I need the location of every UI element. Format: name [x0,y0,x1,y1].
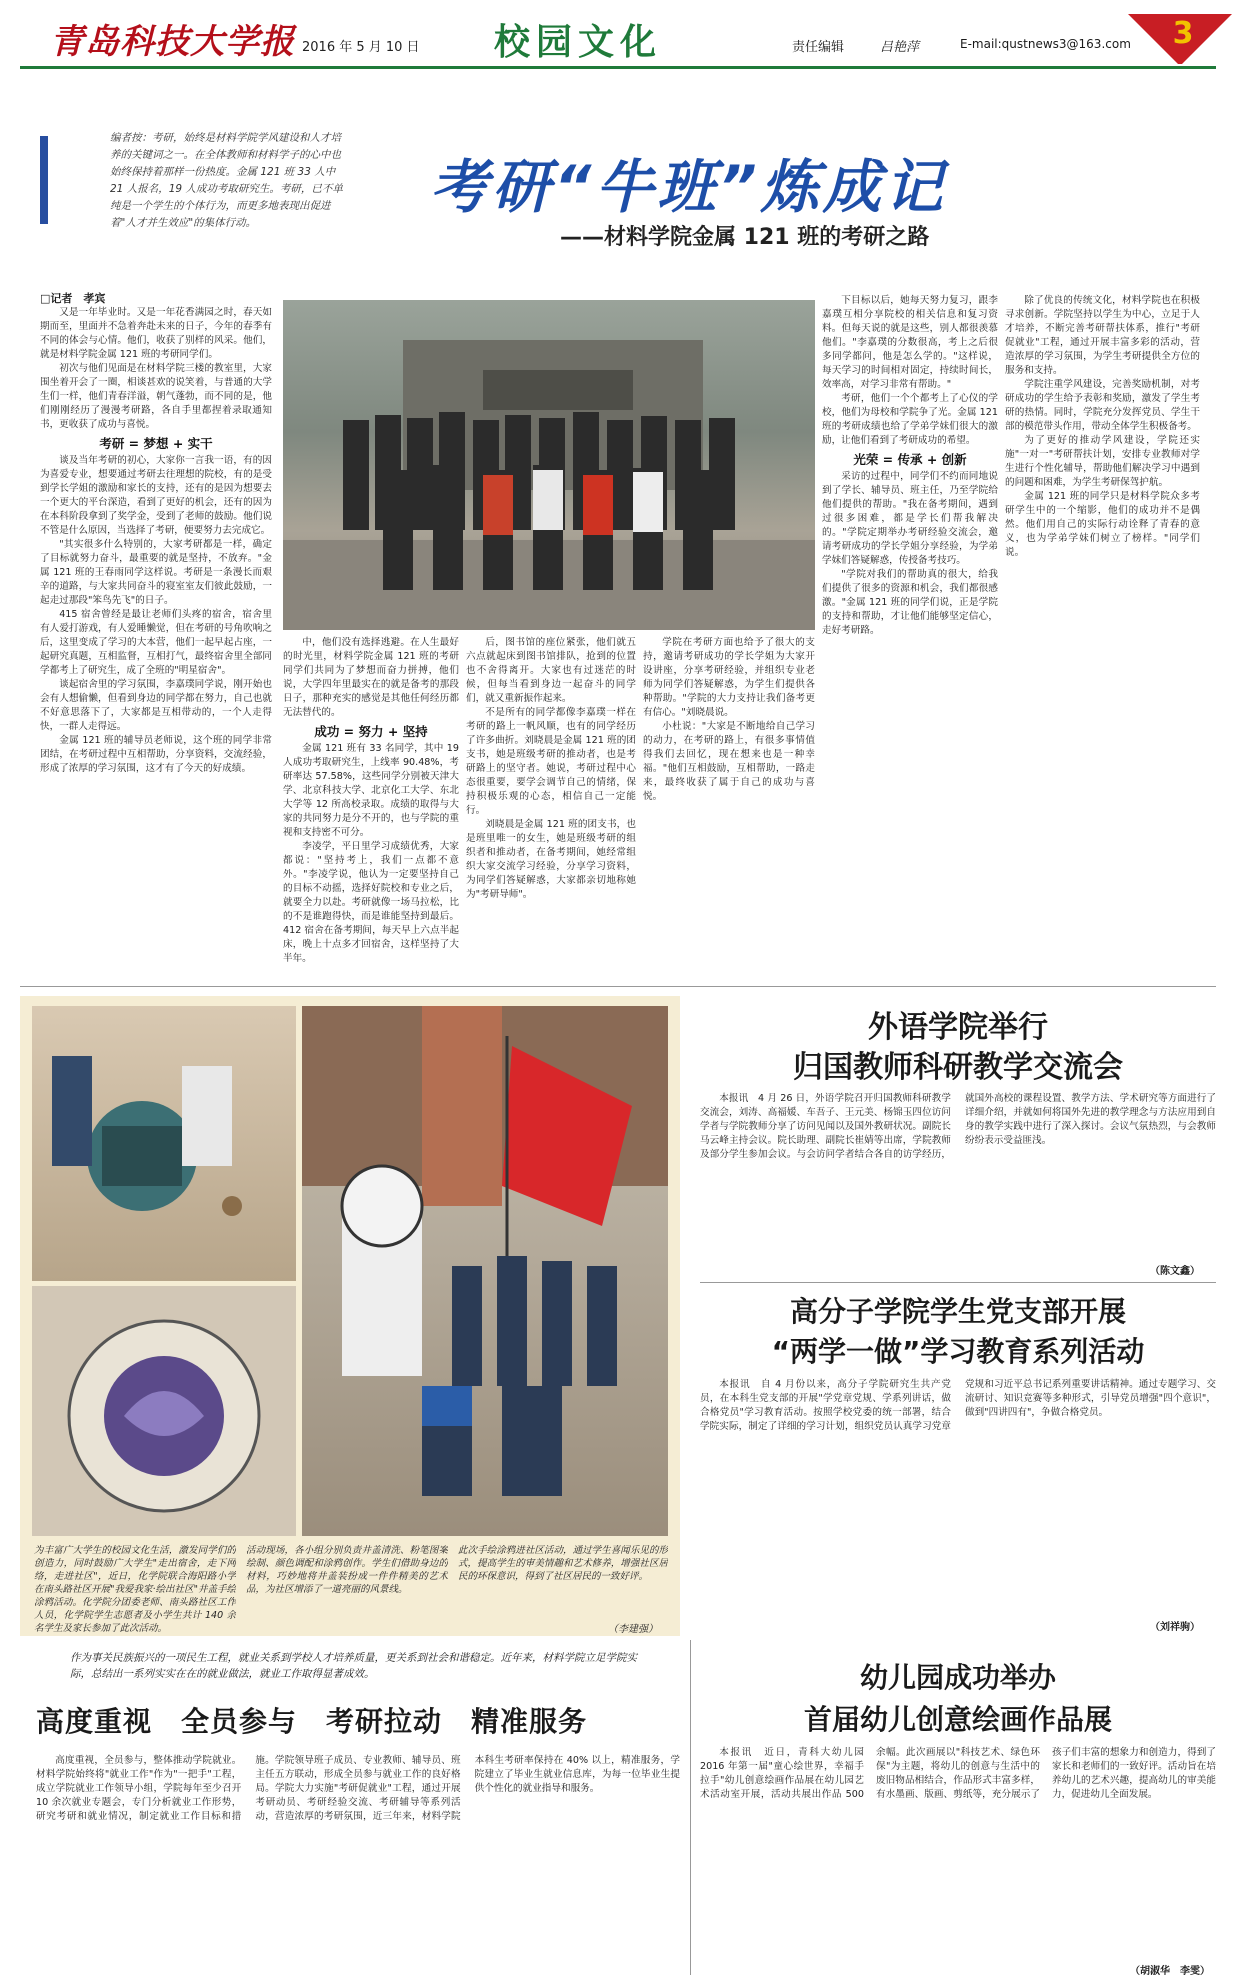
paragraph: 刘晓晨是金属 121 班的团支书，也是班里唯一的女生，她是班级考研的组织者和推动者，在备考期间，她经常组织大家交流学习经验，分享学习资料，为同学们答疑解惑，大家都亲切地称她为"考研导师"。 [466,819,636,900]
employment-body: 高度重视，全员参与，整体推动学院就业。材料学院始终将"就业工作"作为"一把手"工程，成立学院就业工作领导小组，学院每年至少召开 10 余次就业专题会，专门分析就业工作形势，研究考研和就业情况，制定就业工作目标和措施。学院领导班子成员、专业教师、辅导员、班主任五方联动，形成全员参与就业工作的良好格局。学院大力实施"考研促就业"工程，通过开展考研动员、考研经验交流、考研辅导等系列活动，营造浓厚的考研氛围，近三年来，材料学院本科生考研率保持在 40% 以上，精准服务，学院建立了毕业生就业信息库，为每一位毕业生提供个性化的就业指导和服务。 [36,1755,680,1822]
paragraph: 415 宿舍曾经是最让老师们头疼的宿舍，宿舍里有人爱打游戏，有人爱睡懒觉，但在考研的号角吹响之后，这里变成了学习的大本营，他们一起早起占座，一起研究真题，互相监督，互相打气，最终宿舍里全部同学都考上了研究生，成了全班的"明星宿舍"。 [40,609,272,676]
foreign-headline-1: 外语学院举行 [868,1010,1048,1045]
paragraph: "其实很多什么特别的，大家考研都是一样，确定了目标就努力奋斗，最重要的就是坚持，不放弃。"金属 121 班的王春雨同学这样说。考研是一条漫长而艰辛的道路，与大家共同奋斗的寝室室友们彼此鼓励，一起走过那段"笨鸟先飞"的日子。 [40,539,272,606]
editor-note: 编者按：考研，始终是材料学院学风建设和人才培养的关键词之一。在全体教师和材料学子的心中也始终保持着那样一份热度。金属 121 班 33 人中 21 人报名，19 人成功考取研究生。考研，已不单纯是一个学生的个体行为，而更多地表现出促进着"人才并生效应"的集体行动。 [110,132,343,229]
divider [690,1640,691,1975]
photo-collage [20,996,680,1636]
polymer-headline-1: 高分子学院学生党支部开展 [789,1295,1126,1328]
employment-intro: 作为事关民族振兴的一项民生工程，就业关系到学校人才培养质量，更关系到社会和谐稳定。近年来，材料学院立足学院实际，总结出一系列实实在在的就业做法，就业工作取得显著成效。 [70,1652,637,1680]
lead-subheadline: ——材料学院金属 121 班的考研之路 [560,225,930,250]
subhead: 考研 = 梦想 + 实干 [99,436,213,451]
graffiti-photo [32,1286,296,1536]
paragraph: "学院对我们的帮助真的很大，给我们提供了很多的资源和机会，我们都很感激。"金属 121 班的同学们说，正是学院的支持和帮助，才让他们能够坚定信心，走好考研路。 [822,569,998,636]
section-divider [20,986,1216,987]
foreign-headline-2: 归国教师科研教学交流会 [793,1050,1123,1085]
polymer-headline-2: “两学一做”学习教育系列活动 [771,1335,1145,1368]
group-photo-image [283,300,815,630]
kindergarten-headline-2: 首届幼儿创意绘画作品展 [803,1703,1112,1736]
collage-caption-1: 为丰富广大学生的校园文化生活，激发同学们的创造力，同时鼓励广大学生"走出宿舍，走下网络，走进社区"，近日，化学院联合海阳路小学在南头路社区开展"我爱我家·绘出社区"井盖手绘涂鸦活动。化学院分团委老师、南头路社区工作人员，化学院学生志愿者及小学生共计 140 余名学生及家长参加了此次活动。 [34,1545,236,1632]
editor-label: 责任编辑 [792,40,845,55]
collage-caption-2: 活动现场，各小组分别负责井盖清洗、粉笔图案绘制、颜色调配和涂鸦创作。学生们借助身边的材料，巧妙地将井盖装扮成一件件精美的艺术品，为社区增添了一道亮丽的风景线。 [246,1545,448,1595]
kindergarten-headline-1: 幼儿园成功举办 [859,1661,1056,1694]
paragraph: 初次与他们见面是在材料学院三楼的教室里，大家围坐着开会了一圈，相谈甚欢的说笑着，与普通的大学生们一样，他们青春洋溢，朝气蓬勃，而不同的是，他们刚刚经历了漫漫考研路，各自手里都捏着录取通知书，更收获了成功与喜悦。 [40,363,272,430]
lead-headline: 考研“牛班”炼成记 [430,153,947,221]
divider [700,1282,1216,1283]
masthead [0,0,1236,70]
lead-column-1 [40,306,272,976]
employment-headline: 高度重视 全员参与 考研拉动 精准服务 [36,1705,588,1738]
lead-column-5 [822,294,998,976]
manhole-painting-photo [32,1006,296,1281]
subhead: 光荣 = 传承 + 创新 [853,452,967,467]
paragraph: 金属 121 班的同学只是材料学院众多考研学生中的一个缩影，他们的成功并不是偶然。他们用自己的实际行动诠释了青春的意义，也为学弟学妹们树立了榜样。"同学们说。 [1005,491,1200,558]
paragraph: 金属 121 班的辅导员老师说，这个班的同学非常团结，在考研过程中互相帮助，分享资料，交流经验，形成了浓厚的学习氛围，这才有了今天的好成绩。 [40,735,272,774]
collage-caption-author: （李建强） [608,1624,658,1635]
paragraph: 为了更好的推动学风建设，学院还实施"一对一"考研帮扶计划，安排专业教师对学生进行个性化辅导，帮助他们解决学习中遇到的问题和困难，为学生考研保驾护航。 [1005,435,1200,488]
paragraph: 学院注重学风建设，完善奖励机制，对考研成功的学生给予表彰和奖励，激发了学生考研的热情。同时，学院充分发挥党员、学生干部的模范带头作用，带动全体学生积极备考。 [1005,379,1200,432]
polymer-body: 本报讯 自 4 月份以来，高分子学院研究生共产党员，在本科生党支部的开展"学党章党规、学系列讲话，做合格党员"学习教育活动。按照学校党委的统一部署，结合学院实际，制定了详细的学习计划，组织党员认真学习党章党规和习近平总书记系列重要讲话精神。通过专题学习、交流研讨、知识竞赛等多种形式，引导党员增强"四个意识"，做到"四讲四有"，争做合格党员。 [700,1379,1216,1432]
paragraph: 金属 121 班有 33 名同学，其中 19 人成功考取研究生，上线率 90.48%，考研率达 57.58%，这些同学分别被天津大学、北京科技大学、北京化工大学、东北大学等 12 所高校录取。成绩的取得与大家的共同努力是分不开的，也与学院的重视和支持密不可分。 [283,743,459,838]
editor-name: 吕艳萍 [880,40,920,55]
paragraph: 谈起宿舍里的学习氛围，李嘉璞同学说，刚开始也会有人想偷懒，但看到身边的同学都在努力，自己也就不好意思落下了，大家都是互相带动的，一个人走得快，一群人走得远。 [40,679,272,732]
lead-column-3 [466,636,636,976]
lead-column-2 [283,636,459,976]
students-flag-photo [302,1006,668,1536]
issue-date: 2016 年 5 月 10 日 [302,40,420,55]
flag-photo-image [302,1006,668,1536]
paragraph: 小杜说："大家是不断地给自己学习的动力，在考研的路上，有很多事情值得我们去回忆，现在想来也是一种幸福。"他们互相鼓励，互相帮助，一路走来，最终收获了属于自己的成功与喜悦。 [643,721,815,802]
paragraph: 后，图书馆的座位紧张，他们就五六点就起床到图书馆排队，抢到的位置也不舍得离开。大家也有过迷茫的时候，但每当看到身边一起奋斗的同学们，就又重新振作起来。 [466,637,636,704]
painting-photo-image [32,1006,296,1281]
kindergarten-body: 本报讯 近日，青科大幼儿园 2016 年第一届"童心绘世界，幸福手拉手"幼儿创意绘画作品展在幼儿园艺术活动室开展，活动共展出作品 500 余幅。此次画展以"科技艺术、绿色环保"为主题，将幼儿的创意与生活中的废旧物品相结合，作品形式丰富多样，有水墨画、版画、剪纸等，充分展示了孩子们丰富的想象力和创造力，得到了家长和老师们的一致好评。活动旨在培养幼儿的艺术兴趣，提高幼儿的审美能力，促进幼儿全面发展。 [700,1747,1216,1800]
editor-note-bar [40,136,48,224]
graffiti-photo-image [32,1286,296,1536]
paragraph: 除了优良的传统文化，材料学院也在积极寻求创新。学院坚持以学生为中心，立足于人才培养，不断完善考研帮扶体系，推行"考研促就业"工程，通过开展丰富多彩的活动，营造浓厚的学习氛围，为学生考研提供全方位的服务和支持。 [1005,295,1200,376]
foreign-body: 本报讯 4 月 26 日，外语学院召开归国教师科研教学交流会，刘涛、高福媛、车吾子、王元美、杨锦玉四位访问学者与学院教师分享了访问见闻以及国外教研状况。副院长马云峰主持会议。院长助理、副院长崔婧等出席，学院教师及部分学生参加会议。与会访问学者结合各自的访学经历，就国外高校的课程设置、教学方法、学术研究等方面进行了详细介绍，并就如何将国外先进的教学理念与方法应用到自身的教学实践中进行了深入探讨。会议气氛热烈，与会教师纷纷表示受益匪浅。 [700,1093,1216,1160]
paragraph: 李凌学，平日里学习成绩优秀，大家都说："坚持考上，我们一点都不意外。"李凌学说，他认为一定要坚持自己的目标不动摇，选择好院校和专业之后，就要全力以赴。考研就像一场马拉松，比的不是谁跑得快，而是谁能坚持到最后。412 宿舍在备考期间，每天早上六点半起床，晚上十点多才回宿舍，这样坚持了大半年。 [283,841,459,964]
paragraph: 又是一年毕业时。又是一年花香满园之时，春天如期而至，里面并不急着奔赴未来的日子，今年的春季有不同的体会与心情。他们，收获了别样的风采。他们，就是材料学院金属 121 班的考研同学们。 [40,307,272,360]
masthead-rule [20,66,1216,69]
byline: □记者 孝宾 [40,292,106,305]
foreign-author: （陈文鑫） [1150,1266,1200,1277]
paragraph: 学院在考研方面也给予了很大的支持，邀请考研成功的学长学姐为大家开设讲座，分享考研经验，并组织专业老师为同学们答疑解惑，为学生们提供各种帮助。"学院的大力支持让我们备考更有信心。"刘晓晨说。 [643,637,815,718]
kindergarten-author: （胡淑华 李雯） [1130,1966,1210,1977]
section-title: 校园文化 [494,22,663,63]
paragraph: 采访的过程中，同学们不约而同地说到了学长、辅导员、班主任，乃至学院给他们提供的帮助。"我在备考期间，遇到过很多困难，都是学长们帮我解决的。"学院定期举办考研经验交流会，邀请考研成功的学长学姐分享经验，为学弟学妹们答疑解惑，传授备考技巧。 [822,471,998,566]
contact-email: E-mail:qustnews3@163.com [960,37,1131,51]
paragraph: 考研，他们一个个都考上了心仪的学校，他们为母校和学院争了光。金属 121 班的考研成绩也给了学弟学妹们很大的激励，让他们看到了考研成功的希望。 [822,393,998,446]
paragraph: 中，他们没有选择逃避。在人生最好的时光里，材料学院金属 121 班的考研同学们共同为了梦想而奋力拼搏，他们说，大学四年里最实在的就是备考的那段日子，那种充实的感觉是其他任何经历都无法替代的。 [283,637,459,718]
polymer-author: （刘祥驹） [1150,1622,1200,1633]
lead-column-4 [643,636,815,976]
collage-caption-3: 此次手绘涂鸦进社区活动，通过学生喜闻乐见的形式，提高学生的审美情趣和艺术修养，增强社区居民的环保意识，得到了社区居民的一致好评。 [458,1545,668,1582]
paragraph: 谈及当年考研的初心，大家你一言我一语，有的因为喜爱专业，想要通过考研去往理想的院校，有的是受到学长学姐的激励和家长的支持，还有的是因为想要去一个更大的平台深造，看到了更好的机会，还有的因为在本科阶段拿到了奖学金，受到了老师的鼓励。他们说不管是什么原因，当选择了考研，便要努力去完成它。 [40,455,272,536]
paragraph: 下目标以后，她每天努力复习，跟李嘉璞互相分享院校的相关信息和复习资料。但每天说的就是这些，别人都很羡慕他们。"李嘉璞的分数很高，考上之后很多同学都问，他是怎么学的。"这样说，每天学习的时间相对固定，持续时间长，效率高，对学习非常有帮助。" [822,295,998,390]
paper-name: 青岛科技大学报 [50,22,295,62]
class-group-photo [283,300,815,630]
lead-column-6 [1005,294,1200,976]
paragraph: 不是所有的同学都像李嘉璞一样在考研的路上一帆风顺，也有的同学经历了许多曲折。刘晓晨是金属 121 班的团支书，她是班级考研的推动者，也是考研路上的坚守者。她说，考研过程中心态很重要，要学会调节自己的情绪，保持积极乐观的心态，相信自己一定能行。 [466,707,636,816]
page-number: 3 [1172,16,1194,51]
page-number-badge [1128,10,1232,64]
subhead: 成功 = 努力 + 坚持 [314,724,428,739]
